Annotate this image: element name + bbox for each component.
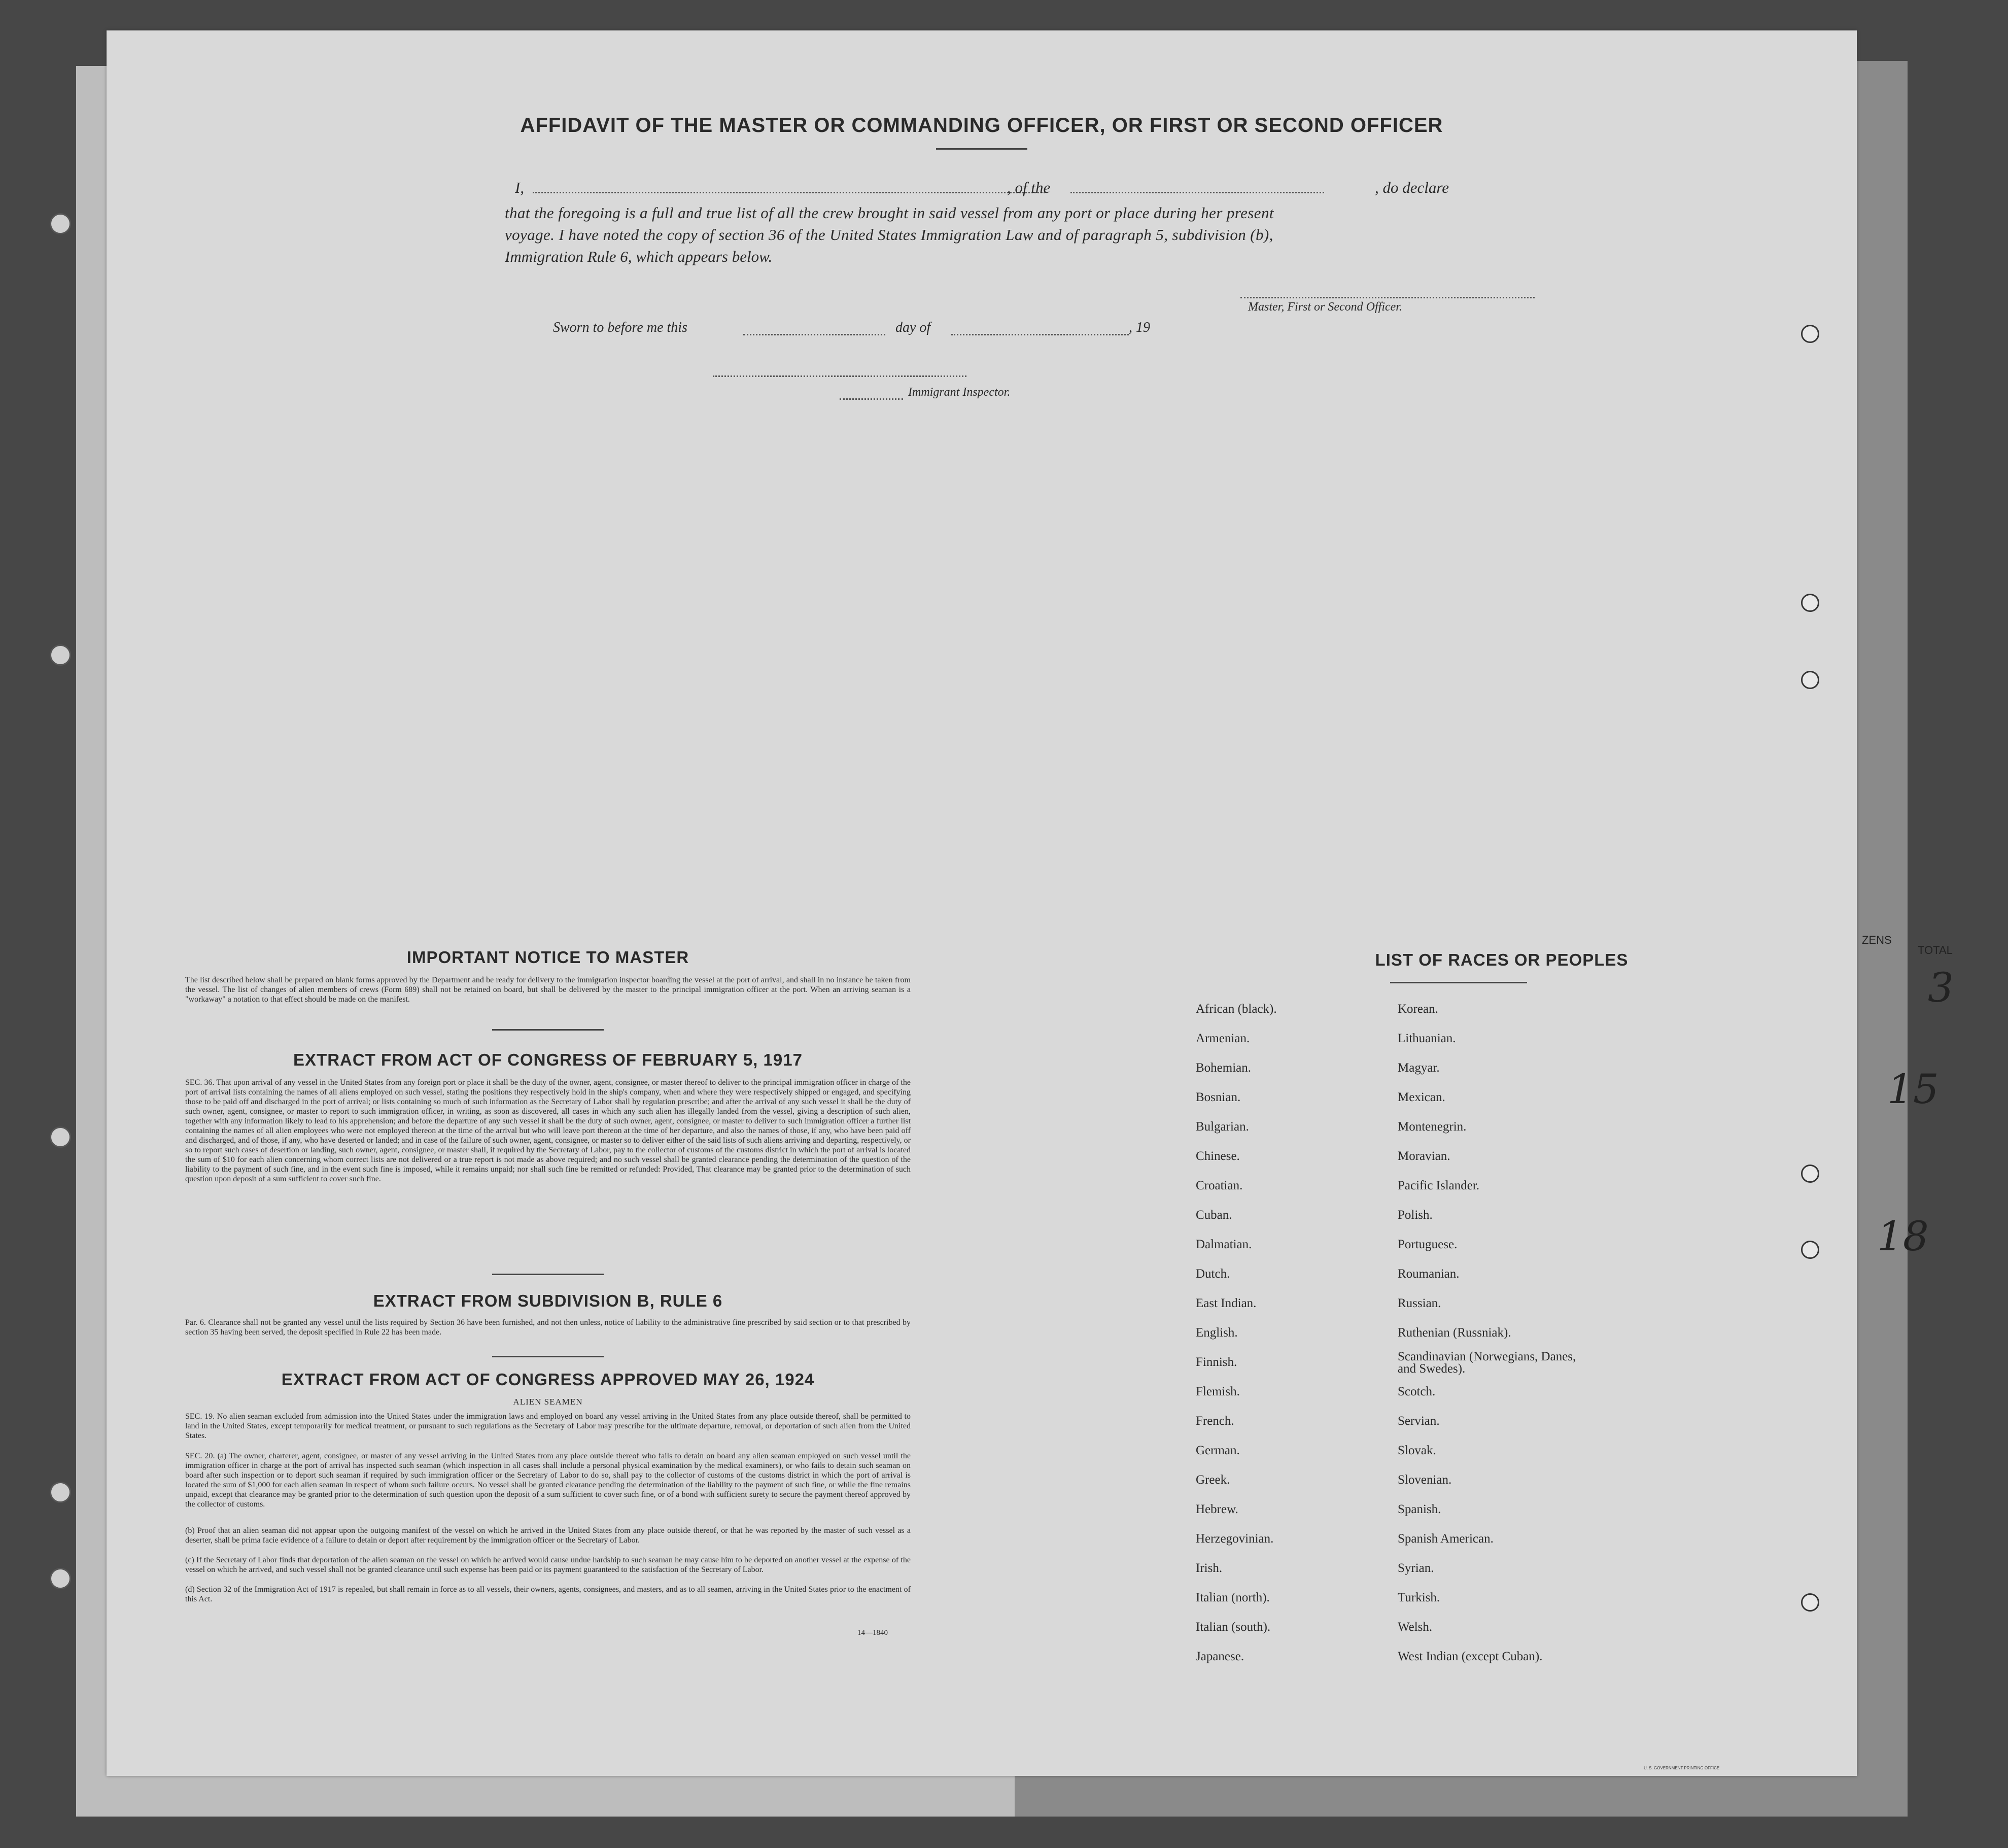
race-item: Scotch. <box>1398 1385 1436 1398</box>
race-item: Slovenian. <box>1398 1473 1452 1487</box>
sec20b-body: (b) Proof that an alien seaman did not appear upon the outgoing manifest of the vessel on which he arrived in the United States from any place outside thereof, or that he was reported by the master of such vessel as a deserter, shall be prima facie evidence of a failure to detain or deport after requirement by the immigration officer or the Secretary of Labor. <box>185 1526 911 1545</box>
race-item: Slovak. <box>1398 1444 1436 1457</box>
punch-hole <box>50 213 71 234</box>
race-item: Croatian. <box>1196 1179 1243 1192</box>
margin-total: TOTAL <box>1918 944 1953 956</box>
race-item: Spanish. <box>1398 1502 1441 1516</box>
subdivision-b-title: EXTRACT FROM SUBDIVISION B, RULE 6 <box>373 1291 723 1310</box>
race-item: Armenian. <box>1196 1032 1250 1045</box>
sworn-text: Sworn to before me this <box>553 320 687 335</box>
race-item: Hebrew. <box>1196 1502 1238 1516</box>
race-item: Dalmatian. <box>1196 1238 1252 1251</box>
sec20c-body: (c) If the Secretary of Labor finds that deportation of the alien seaman on the vessel on which he arrived would cause undue hardship to such seaman he may cause him to be deported on another vessel at the expense of the vessel on which he arrived, and such vessel shall not be granted clearance until such expense has been paid or its payment guaranteed to the satisfaction of the Secretary of Labor. <box>185 1556 911 1574</box>
inspector-dots <box>840 398 903 400</box>
binder-hole <box>1801 1593 1819 1612</box>
race-item: Mexican. <box>1398 1090 1445 1104</box>
race-item: Irish. <box>1196 1561 1223 1575</box>
master-signature-label: Master, First or Second Officer. <box>1248 300 1402 314</box>
margin-tally-18: 18 <box>1877 1213 1929 1260</box>
race-item: African (black). <box>1196 1002 1277 1016</box>
race-item: Chinese. <box>1196 1149 1240 1163</box>
affidavit-of-the: , of the <box>1007 179 1051 196</box>
month-blank <box>951 334 1129 335</box>
extract-1924-title: EXTRACT FROM ACT OF CONGRESS APPROVED MAY 26, 1924 <box>281 1370 815 1389</box>
race-item: Montenegrin. <box>1398 1120 1467 1134</box>
form-number: 14—1840 <box>857 1629 888 1637</box>
punch-hole <box>50 1568 71 1589</box>
affidavit-declare: , do declare <box>1375 179 1449 196</box>
race-item: Polish. <box>1398 1208 1433 1222</box>
affidavit-i: I, <box>515 179 525 196</box>
race-item: Japanese. <box>1196 1650 1244 1663</box>
printer-imprint: U. S. GOVERNMENT PRINTING OFFICE <box>1644 1766 1720 1770</box>
race-item: Portuguese. <box>1398 1238 1458 1251</box>
race-item: Bulgarian. <box>1196 1120 1249 1134</box>
subdivision-b-body: Par. 6. Clearance shall not be granted any vessel until the lists required by Section 36 have been furnished, and not then unless, notice of liability to the administrative fine prescribed by said section or to that prescribed by section 35 having been served, the deposit specified in Rule 22 has been made. <box>185 1318 911 1337</box>
punch-hole <box>50 1482 71 1503</box>
race-item: Spanish American. <box>1398 1532 1494 1546</box>
race-item: Ruthenian (Russniak). <box>1398 1326 1511 1340</box>
alien-seamen-subtitle: ALIEN SEAMEN <box>513 1397 583 1407</box>
races-title: LIST OF RACES OR PEOPLES <box>1375 950 1629 969</box>
race-item: Flemish. <box>1196 1385 1240 1398</box>
race-item: West Indian (except Cuban). <box>1398 1650 1543 1663</box>
binder-hole <box>1801 1165 1819 1183</box>
binder-hole <box>1801 594 1819 612</box>
punch-hole <box>50 1126 71 1148</box>
race-item: Dutch. <box>1196 1267 1230 1281</box>
race-item: Herzegovinian. <box>1196 1532 1274 1546</box>
inspector-label: Immigrant Inspector. <box>908 386 1011 399</box>
race-item: Syrian. <box>1398 1561 1434 1575</box>
divider <box>492 1274 604 1275</box>
race-item: Welsh. <box>1398 1620 1433 1634</box>
sec20a-body: SEC. 20. (a) The owner, charterer, agent, consignee, or master of any vessel arriving in the United States from any place outside thereof who fails to detain on board any alien seaman employed on such vessel until the immigration officer in charge at the port of arrival has inspected such seaman (which inspection in all cases shall include a personal physical examination by the medical examiners), or who fails to detain such seaman on board after such inspection or to deport such seaman if required by such immigration officer or the Secretary of Labor to do so, shall pay to the collector of customs of the customs district in which the port of arrival is located the sum of $1,000 for each alien seaman in respect of whom such failure occurs. No vessel shall be granted clearance pending the determination of the liability to the payment of such fine, or while the fine remains unpaid, except that clearance may be granted prior to the determination of such question upon the deposit of a sum sufficient to cover such fine, or of a bond with sufficient surety to secure the payment thereof approved by the collector of customs. <box>185 1452 911 1509</box>
sec20d-body: (d) Section 32 of the Immigration Act of 1917 is repealed, but shall remain in force as to all vessels, their owners, agents, consignees, and masters, and as to all seamen, arriving in the United States prior to the enactment of this Act. <box>185 1585 911 1603</box>
race-item: Servian. <box>1398 1414 1440 1428</box>
race-item: English. <box>1196 1326 1238 1340</box>
title-rule <box>936 148 1027 150</box>
master-signature-line <box>1240 297 1535 298</box>
race-item: Moravian. <box>1398 1149 1450 1163</box>
race-item: Russian. <box>1398 1296 1441 1310</box>
race-item: Lithuanian. <box>1398 1032 1456 1045</box>
affidavit-line3: voyage. I have noted the copy of section 36 of the United States Immigration Law and of paragraph 5, subdivision (b), <box>505 226 1273 244</box>
race-item: East Indian. <box>1196 1296 1257 1310</box>
name-blank <box>533 192 1045 193</box>
divider <box>492 1356 604 1357</box>
race-item: Italian (south). <box>1196 1620 1271 1634</box>
race-item: Turkish. <box>1398 1591 1440 1604</box>
margin-tally-15: 15 <box>1887 1066 1939 1113</box>
race-item: Bosnian. <box>1196 1090 1241 1104</box>
extract-1917-body: SEC. 36. That upon arrival of any vessel in the United States from any foreign port or place it shall be the duty of the owner, agent, consignee, or master thereof to deliver to the principal immigration officer in charge of the port of arrival lists containing the names of all aliens employed on such vessel, stating the positions they respectively hold in the ship's company, when and where they were respectively shipped or engaged, and specifying those to be paid off and discharged in the port of arrival; or lists containing so much of such information as the Secretary of Labor shall by regulation prescribe; and after the arrival of any such vessel it shall be the duty of such owner, agent, consignee, or master to report to such immigration officer, in writing, as soon as discovered, all cases in which any such alien has illegally landed from the vessel, giving a description of such alien, together with any information likely to lead to his apprehension; and before the departure of any such vessel it shall be the duty of such owner, agent, consignee, or master to deliver to such immigration officer a further list containing the names of all alien employees who were not employed thereon at the time of the arrival but who will leave port thereon at the time of her departure, and also the names of those, if any, who have been paid off and discharged, and of those, if any, who have deserted or landed; and in case of the failure of such owner, agent, consignee, or master so to deliver either of the said lists of such aliens arriving and departing, respectively, or so to report such cases of desertion or landing, such owner, agent, consignee, or master shall, if required by the Secretary of Labor, pay to the collector of customs of the customs district in which the port of arrival is located the sum of $10 for each alien concerning whom correct lists are not delivered or a true report is not made as above required; and no such vessel shall be granted clearance pending the determination of the question of the liability to the payment of such fine, and in the event such fine is imposed, while it remains unpaid; nor shall such fine be remitted or refunded: Provided, That clearance may be granted prior to the determination of such question upon deposit of a sum sufficient to cover such fine. <box>185 1078 911 1183</box>
race-item: Cuban. <box>1196 1208 1232 1222</box>
margin-zens: ZENS <box>1862 934 1892 946</box>
race-item: Italian (north). <box>1196 1591 1270 1604</box>
race-item: Greek. <box>1196 1473 1230 1487</box>
binder-hole <box>1801 671 1819 689</box>
race-item: German. <box>1196 1444 1240 1457</box>
sworn-day-blank <box>743 334 885 335</box>
punch-hole <box>50 644 71 666</box>
races-title-rule <box>1390 982 1527 983</box>
race-item: Pacific Islander. <box>1398 1179 1480 1192</box>
notice-title: IMPORTANT NOTICE TO MASTER <box>406 948 689 967</box>
binder-hole <box>1801 325 1819 343</box>
race-item: Scandinavian (Norwegians, Danes, and Swedes). <box>1398 1350 1576 1376</box>
sec19-body: SEC. 19. No alien seaman excluded from admission into the United States under the immigration laws and employed on board any vessel arriving in the United States from any place outside thereof, shall be permitted to land in the United States, except temporarily for medical treatment, or pursuant to such regulations as the Secretary of Labor may prescribe for the ultimate departure, removal, or deportation of such alien from the United States. <box>185 1412 911 1440</box>
year-text: , 19 <box>1129 320 1150 335</box>
margin-tally-3: 3 <box>1928 964 1954 1011</box>
affidavit-line2: that the foregoing is a full and true list of all the crew brought in said vessel from any port or place during her present <box>505 204 1274 222</box>
race-item: Bohemian. <box>1196 1061 1252 1075</box>
race-item: Finnish. <box>1196 1355 1237 1369</box>
divider <box>492 1029 604 1031</box>
races-left-list <box>1196 995 1277 1671</box>
binder-hole <box>1801 1241 1819 1259</box>
document-page <box>107 30 1857 1776</box>
day-of-text: day of <box>895 320 931 335</box>
affidavit-title: AFFIDAVIT OF THE MASTER OR COMMANDING OFFICER, OR FIRST OR SECOND OFFICER <box>520 114 1443 136</box>
race-item: French. <box>1196 1414 1234 1428</box>
race-item: Korean. <box>1398 1002 1438 1016</box>
notice-body: The list described below shall be prepared on blank forms approved by the Department and be ready for delivery to the immigration inspector boarding the vessel at the port of arrival, and shall in no instance be taken from the vessel. The list of changes of alien members of crews (Form 689) shall not be retained on board, but shall be delivered by the master to the principal immigration officer at the port. When an arriving seaman is a "workaway" a notation to that effect should be made on the manifest. <box>185 976 911 1004</box>
races-right-list <box>1398 995 1580 1671</box>
race-item: Magyar. <box>1398 1061 1440 1075</box>
race-item: Roumanian. <box>1398 1267 1460 1281</box>
affidavit-line4: Immigration Rule 6, which appears below. <box>505 248 773 265</box>
inspector-signature-line <box>713 375 966 377</box>
vessel-blank <box>1070 192 1324 193</box>
extract-1917-title: EXTRACT FROM ACT OF CONGRESS OF FEBRUARY 5, 1917 <box>293 1050 803 1069</box>
